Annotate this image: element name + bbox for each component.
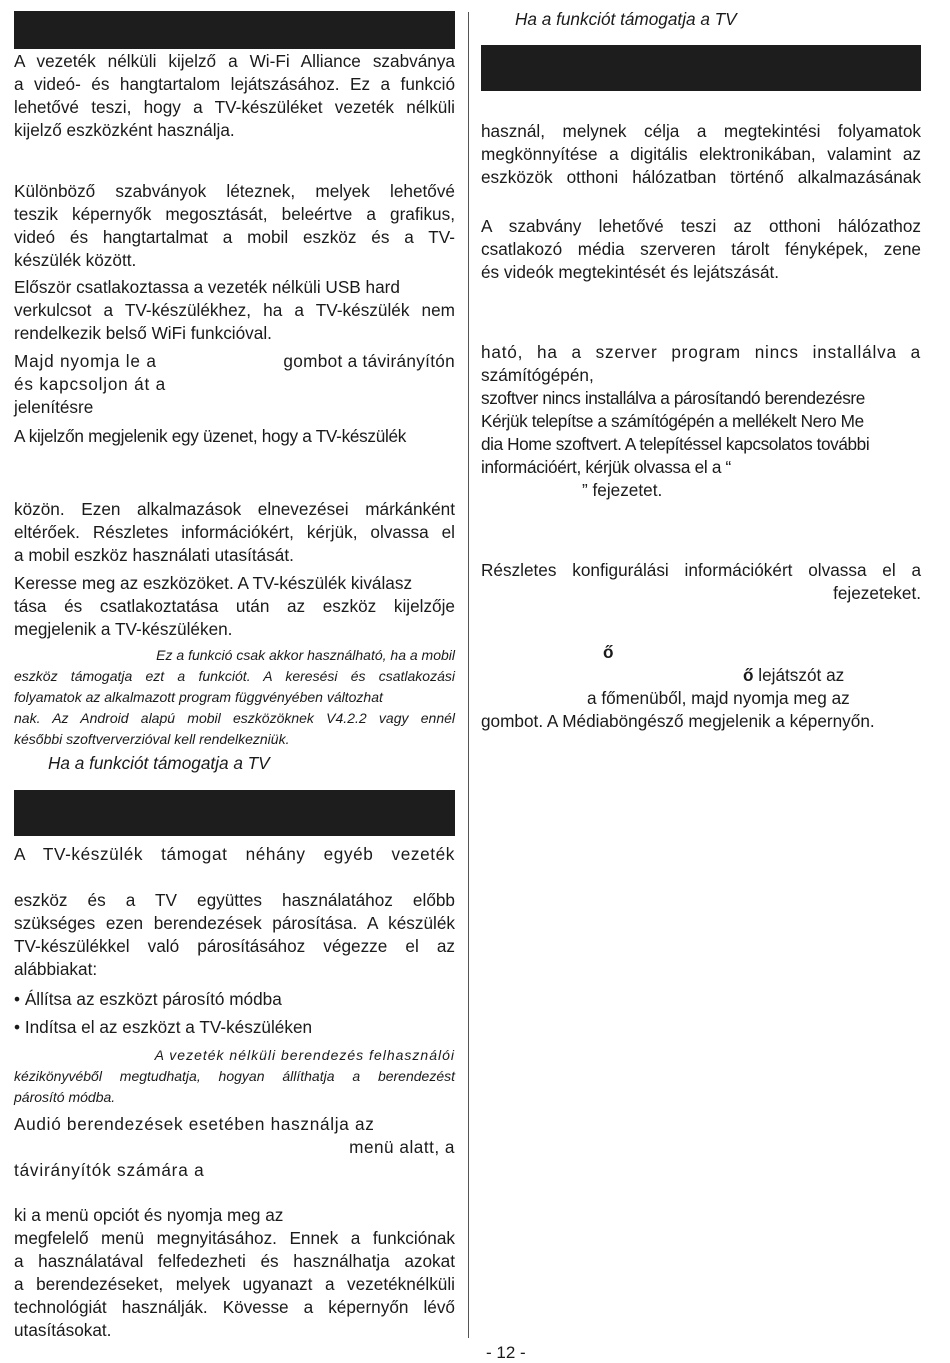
text-line: eszköz támogatja ezt a funkciót. A keresési és csatlakozási: [14, 668, 455, 684]
bullet-text: Indítsa el az eszközt a TV-készüléken: [24, 1017, 313, 1037]
section-header-bar-other-wireless: [14, 790, 455, 836]
standards-paragraph: [14, 180, 455, 272]
text-line: eltérőek. Részletes információkért, kérjük, olvassa el: [14, 522, 455, 542]
search-devices-paragraph: [14, 572, 455, 641]
text-line: Audió berendezések esetében használja az: [14, 1114, 375, 1134]
text-line: a videó- és hangtartalom lejátszásához. Ez a funkció: [14, 74, 455, 94]
media-player-line: [481, 664, 921, 687]
section-header-bar-wireless-display: [14, 11, 455, 49]
pairing-paragraph: [14, 889, 455, 981]
text-line: ható, ha a szerver program nincs installálva a: [481, 342, 921, 362]
column-divider: [468, 12, 469, 1338]
text-line: TV-készülékkel való párosításához végezze el az: [14, 936, 455, 956]
text-line: Részletes konfigurálási információkért olvassa el a: [481, 560, 921, 580]
android-note: [14, 645, 455, 750]
audio-devices-paragraph: [14, 1113, 455, 1182]
text-line: A kijelzőn megjelenik egy üzenet, hogy a TV-készülék: [14, 426, 407, 446]
text-line: A TV-készülék támogat néhány egyéb vezeték: [14, 844, 455, 864]
text-line: A vezeték nélküli kijelző a Wi-Fi Alliance szabványa: [14, 51, 455, 71]
text-line: későbbi szoftververzióval kell rendelkezniük.: [14, 731, 290, 747]
press-line-start: Majd nyomja le a: [14, 351, 157, 371]
text-fragment: ő: [743, 665, 754, 685]
page-number: - 12 -: [486, 1343, 526, 1362]
usb-dongle-paragraph: [14, 276, 455, 345]
text-line: Először csatlakoztassa a vezeték nélküli USB hard: [14, 277, 400, 297]
text-line: verkulcsot a TV-készülékhez, ha a TV-készülék nem: [14, 300, 455, 320]
bullet-text: Állítsa az eszközt párosító módba: [24, 989, 282, 1009]
text-line: A szabvány lehetővé teszi az otthoni hálózathoz: [481, 216, 921, 236]
text-line: megkönnyítése a digitális elektronikában, valamint az: [481, 144, 921, 164]
text-line: készülék között.: [14, 250, 137, 270]
bullet-item-pairing-mode: [14, 988, 282, 1011]
text-line: Ha a funkciót támogatja a TV: [515, 9, 737, 29]
wireless-display-intro: [14, 50, 455, 142]
other-wireless-paragraph: [14, 843, 455, 866]
text-line: alábbiakat:: [14, 959, 98, 979]
text-line: A vezeték nélküli berendezés felhasználói: [154, 1047, 455, 1063]
text-line: eszköz és a TV együttes használatához előbb: [14, 890, 455, 910]
press-button-paragraph: [14, 350, 455, 419]
display-line: jelenítésre: [14, 397, 94, 417]
text-line: csatlakozó média szerveren tárolt fényképek, zene: [481, 239, 921, 259]
text-line: rendelkezik belső WiFi funkcióval.: [14, 323, 272, 343]
text-line: tása és csatlakoztatása után az eszköz kijelzője: [14, 596, 455, 616]
text-line: szükséges ezen berendezések párosítása. A készülék: [14, 913, 455, 933]
supported-note-left: [48, 752, 270, 775]
text-line: folyamatok az alkalmazott program függvényében változhat: [14, 689, 383, 705]
text-line: szoftver nincs installálva a párosítandó berendezésre: [481, 388, 865, 408]
text-fragment: lejátszót az: [753, 665, 845, 685]
text-line: technológiát használják. Kövesse a képernyőn lévő: [14, 1297, 455, 1317]
text-line: a főmenüből, majd nyomja meg az: [587, 688, 850, 708]
text-line: ő: [603, 642, 614, 662]
switch-line: és kapcsoljon át a: [14, 374, 166, 394]
text-line: lehetővé teszi, hogy a TV-készüléket vezeték nélküli: [14, 97, 455, 117]
text-line: Kérjük telepítse a számítógépén a mellékelt Nero Me: [481, 411, 864, 431]
text-line: Ez a funkció csak akkor használható, ha a mobil: [156, 647, 455, 663]
text-line: megjelenik a TV-készüléken.: [14, 619, 233, 639]
text-line: a berendezéseket, melyek ugyanazt a vezetéknélküli: [14, 1274, 455, 1294]
text-line: Keresse meg az eszközöket. A TV-készülék kiválasz: [14, 573, 413, 593]
text-line: eszközök otthoni hálózatban történő alkalmazásának: [481, 167, 921, 187]
dlna-intro-paragraph: [481, 120, 921, 189]
bullet-dot-icon: •: [14, 1017, 21, 1037]
text-line: ki a menü opciót és nyomja meg az: [14, 1205, 284, 1225]
text-line: használ, melynek célja a megtekintési folyamatok: [481, 121, 921, 141]
menu-option-paragraph: [14, 1204, 455, 1342]
text-line: távirányítók számára a: [14, 1160, 205, 1180]
text-line: számítógépén,: [481, 365, 594, 385]
text-line: párosító módba.: [14, 1089, 116, 1105]
text-line: videó és hangtartalmat a mobil eszköz és a TV-: [14, 227, 455, 247]
message-paragraph: [14, 425, 455, 448]
text-line: kézikönyvéből megtudhatja, hogyan állíthatja a berendezést: [14, 1068, 455, 1084]
dlna-standard-paragraph: [481, 215, 921, 284]
text-line: gombot. A Médiaböngésző megjelenik a képernyőn.: [481, 711, 875, 731]
apps-paragraph: [14, 498, 455, 567]
text-line: nak. Az Android alapú mobil eszközöknek V4.2.2 vagy ennél: [14, 710, 455, 726]
text-line: közön. Ezen alkalmazások elnevezései márkánként: [14, 499, 455, 519]
text-line: megfelelő menü megnyitásához. Ennek a funkciónak: [14, 1228, 455, 1248]
text-line: a mobil eszköz használati utasítását.: [14, 545, 294, 565]
text-line: és videók megtekintését és lejátszását.: [481, 262, 780, 282]
text-line: kijelző eszközként használja.: [14, 120, 235, 140]
text-line: a használatával felfedezheti és használhatja azokat: [14, 1251, 455, 1271]
text-line: menü alatt, a: [349, 1137, 455, 1157]
server-program-paragraph: [481, 341, 921, 502]
press-line-end: gombot a távirányítón: [283, 351, 455, 371]
text-line: dia Home szoftvert. A telepítéssel kapcsolatos további: [481, 434, 870, 454]
configuration-paragraph: [481, 559, 921, 605]
supported-note-right: [515, 8, 737, 31]
text-line: információért, kérjük olvassa el a “: [481, 457, 731, 477]
text-line: Különböző szabványok léteznek, melyek lehetővé: [14, 181, 455, 201]
section-header-bar-dlna: [481, 45, 921, 91]
text-line: fejezeteket.: [833, 583, 921, 603]
text-line: utasításokat.: [14, 1320, 112, 1340]
media-browser-paragraph: [481, 641, 921, 733]
bullet-dot-icon: •: [14, 989, 21, 1009]
text-line: Ha a funkciót támogatja a TV: [48, 753, 270, 773]
text-line: teszik képernyők megosztását, beleértve a grafikus,: [14, 204, 455, 224]
pairing-note: [14, 1045, 455, 1108]
text-line: ” fejezetet.: [582, 480, 663, 500]
bullet-item-start-device: [14, 1016, 312, 1039]
